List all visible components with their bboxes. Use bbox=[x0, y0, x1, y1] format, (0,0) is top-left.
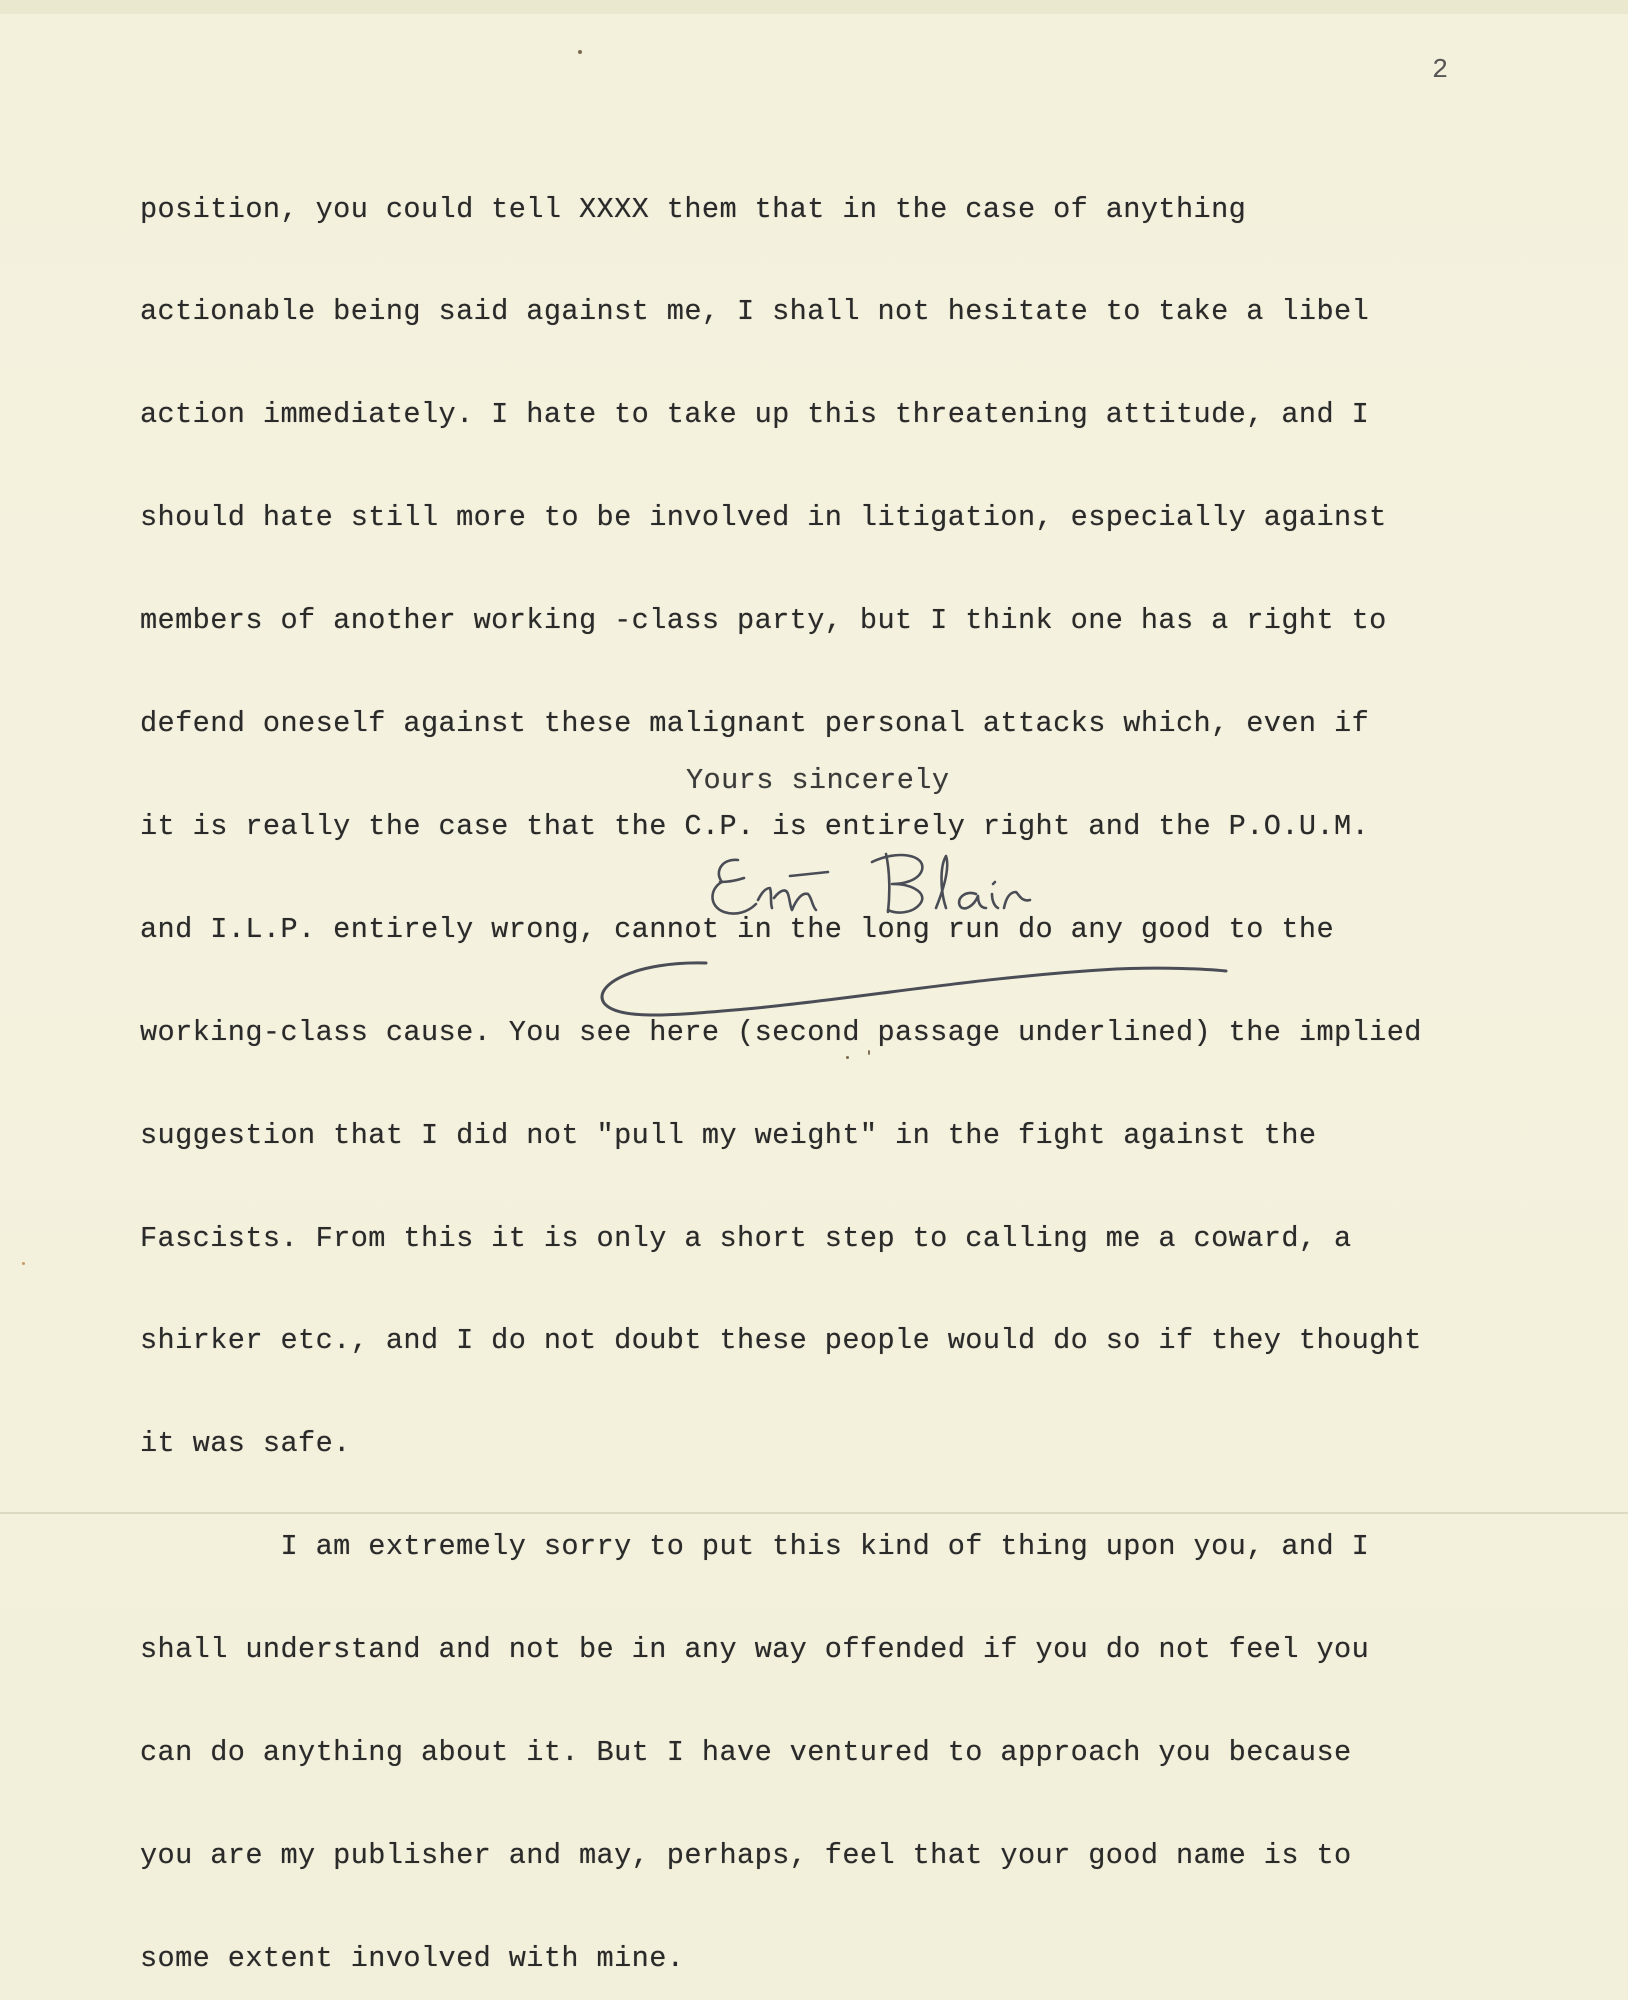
paper-speck bbox=[868, 1050, 870, 1055]
body-line: defend oneself against these malignant personal attacks which, even if bbox=[140, 707, 1370, 741]
paper-speck bbox=[578, 50, 582, 54]
body-line: position, you could tell XXXX them that in the case of anything bbox=[140, 192, 1247, 226]
body-line: can do anything about it. But I have ventured to approach you because bbox=[140, 1735, 1352, 1769]
body-line: shall understand and not be in any way offended if you do not feel you bbox=[140, 1633, 1370, 1667]
body-line: working-class cause. You see here (second passage underlined) the implied bbox=[140, 1015, 1422, 1049]
body-line: you are my publisher and may, perhaps, feel that your good name is to bbox=[140, 1838, 1352, 1872]
body-line: and I.L.P. entirely wrong, cannot in the long run do any good to the bbox=[140, 912, 1335, 946]
signature-flourish bbox=[596, 955, 1236, 1035]
body-line: Fascists. From this it is only a short step to calling me a coward, a bbox=[140, 1221, 1352, 1255]
body-line: it is really the case that the C.P. is entirely right and the P.O.U.M. bbox=[140, 809, 1370, 843]
page-number: 2 bbox=[1432, 56, 1449, 86]
top-edge bbox=[0, 0, 1628, 14]
body-line: it was safe. bbox=[140, 1427, 351, 1461]
body-line: action immediately. I hate to take up this threatening attitude, and I bbox=[140, 398, 1370, 432]
paper-speck bbox=[846, 1056, 849, 1059]
letter-body bbox=[140, 124, 1422, 2000]
body-line: actionable being said against me, I shall not hesitate to take a libel bbox=[140, 295, 1370, 329]
body-line: shirker etc., and I do not doubt these people would do so if they thought bbox=[140, 1324, 1422, 1358]
body-line: members of another working -class party, but I think one has a right to bbox=[140, 604, 1387, 638]
handwritten-signature bbox=[700, 842, 1120, 932]
closing-salutation: Yours sincerely bbox=[686, 764, 950, 797]
body-line: should hate still more to be involved in litigation, especially against bbox=[140, 501, 1387, 535]
body-line: I am extremely sorry to put this kind of thing upon you, and I bbox=[140, 1530, 1370, 1564]
body-line: some extent involved with mine. bbox=[140, 1941, 685, 1975]
paper-speck bbox=[22, 1262, 25, 1265]
body-line: suggestion that I did not "pull my weight" in the fight against the bbox=[140, 1118, 1317, 1152]
